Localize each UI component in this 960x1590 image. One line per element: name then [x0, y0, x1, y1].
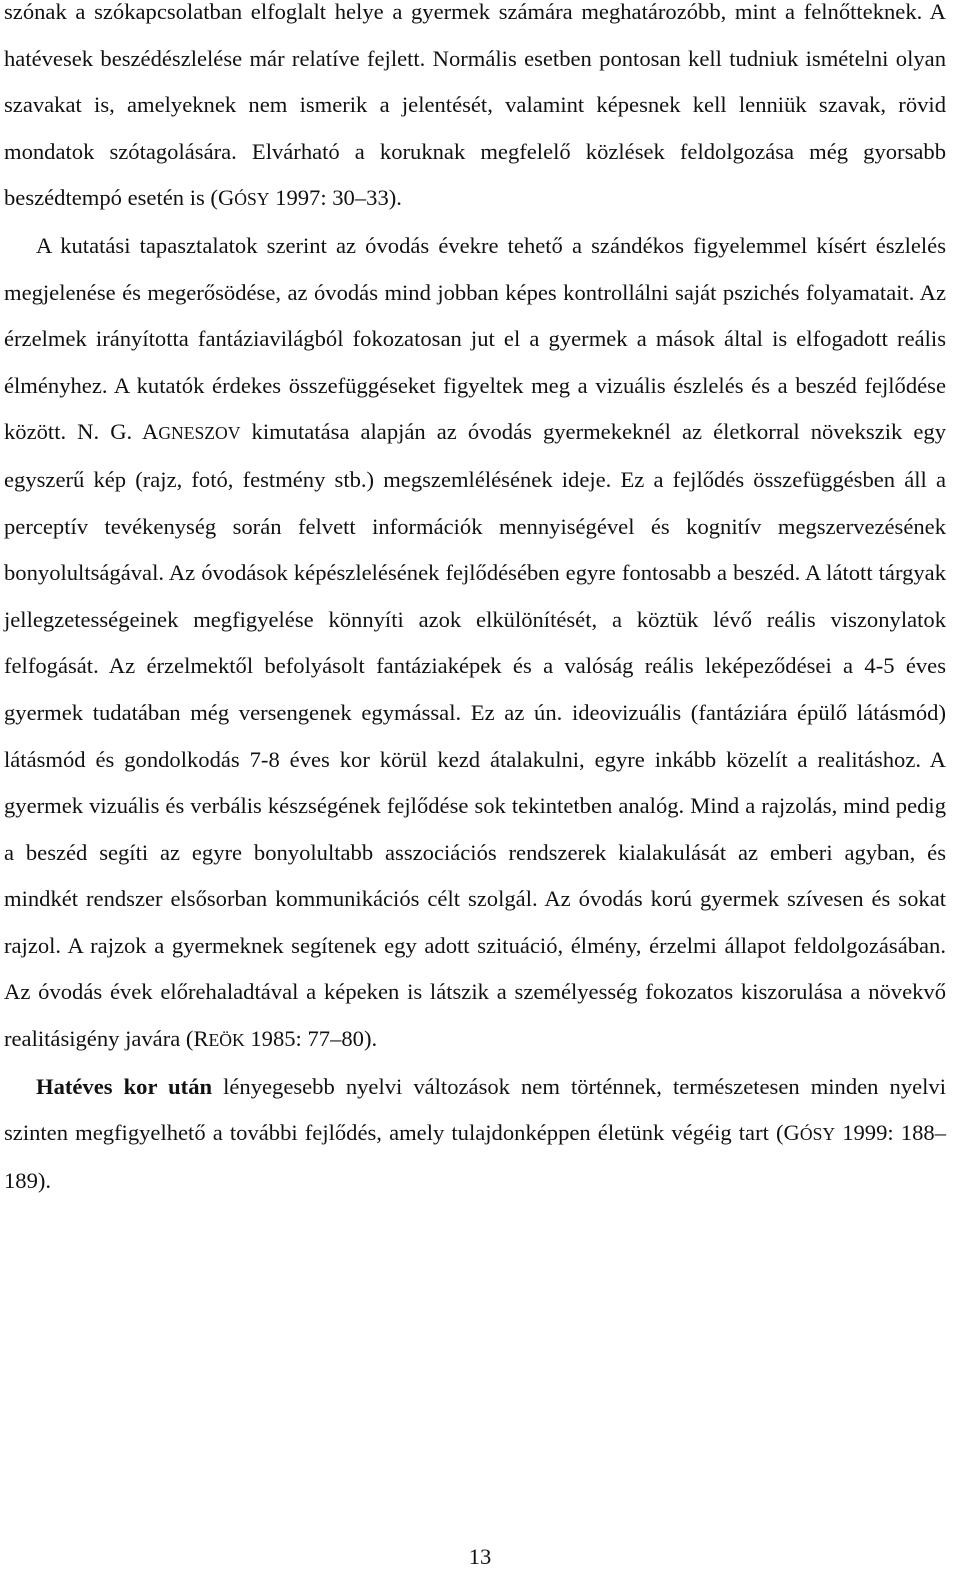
page-number: 13 — [468, 1544, 492, 1569]
citation-pages: 1985: 77‒80). — [244, 1026, 378, 1052]
document-page — [4, 0, 946, 1204]
citation-pages: 1997: 30‒33). — [269, 185, 402, 211]
citation-author-initial: R — [193, 1026, 209, 1052]
paragraph-after-six — [4, 1064, 946, 1205]
paragraph-text: A kutatási tapasztalatok szerint az óvodás évekre tehető a szándékos figyelemmel kísért észlelés megjelenése és megerősödése, az óvodás mind jobban képes kontrollálni saját pszichés folyamatait. Az érzelmek irányította fantáziavilágból fokozatosan jut el a gyermek a mások által is elfogadott reális élményhez. A kutatók érdekes összefüggéseket figyeltek meg a vizuális észlelés és a beszéd fejlődése között. N. G. — [4, 232, 946, 445]
paragraph-visual-perception — [4, 223, 946, 1064]
bold-heading-phrase: Hatéves kor után — [36, 1073, 213, 1099]
citation-author-smallcaps: EÖK — [208, 1030, 245, 1051]
paragraph-text: kimutatása alapján az óvodás gyermekeknél az életkorral növekszik egy egyszerű kép (rajz, fotó, festmény stb.) megszemlélésének ideje. Ez a fejlődés összefüggésben áll a perceptív tevékenység során felvett információk mennyiségével és kognitív megszervezésének bonyolultságával. Az óvodások képészlelésének fejlődésében egyre fontosabb a beszéd. A látott tárgyak jellegzetességeinek megfigyelése könnyíti azok elkülönítését, a köztük lévő reális viszonylatok felfogását. Az érzelmektől befolyásolt fantáziaképek és a valóság reális leképeződései a 4-5 éves gyermek tudatában még versengenek egymással. Ez az ún. ideovizuális (fantáziára épülő látásmód) látásmód és gondolkodás 7-8 éves kor körül kezd átalakulni, egyre inkább közelít a realitáshoz. A gyermek vizuális és verbális készségének fejlődése sok tekintetben analóg. Mind a rajzolás, mind pedig a beszéd segíti az egyre bonyolultabb asszociációs rendszerek kialakulását az emberi agyban, és mindkét rendszer elsősorban kommunikációs célt szolgál. Az óvodás korú gyermek szívesen és sokat rajzol. A rajzok a gyermeknek segítenek egy adott szituáció, élmény, érzelmi állapot feldolgozásában. Az óvodás évek előrehaladtával a képeken is látszik a személyesség fokozatos kiszorulása a növekvő realitásigény javára ( — [4, 419, 946, 1052]
author-name-smallcaps: GNESZOV — [158, 423, 241, 444]
paragraph-text: lényegesebb nyelvi változások nem történnek, természetesen minden nyelvi szinten megfigyelhető a további fejlődés, amely tulajdonképpen életünk végéig tart ( — [4, 1073, 946, 1146]
citation-pages: 1999: 188‒189). — [4, 1120, 946, 1193]
author-name-initial: A — [141, 419, 159, 445]
paragraph-text: szónak a szókapcsolatban elfoglalt helye a gyermek számára meghatározóbb, mint a felnőtteknek. A hatévesek beszédészlelése már relatíve fejlett. Normális esetben pontosan kell tudniuk ismételni olyan szavakat is, amelyeknek nem ismerik a jelentését, valamint képesnek kell lenniük szavak, rövid mondatok szótagolására. Elvárható a koruknak megfelelő közlések feldolgozása még gyorsabb beszédtempó esetén is ( — [4, 0, 946, 211]
paragraph-continuation — [4, 0, 946, 223]
citation-author-smallcaps: ÓSY — [799, 1124, 836, 1145]
citation-author-smallcaps: ÓSY — [234, 189, 270, 210]
citation-author-initial: G — [217, 185, 235, 211]
citation-author-initial: G — [783, 1120, 800, 1146]
